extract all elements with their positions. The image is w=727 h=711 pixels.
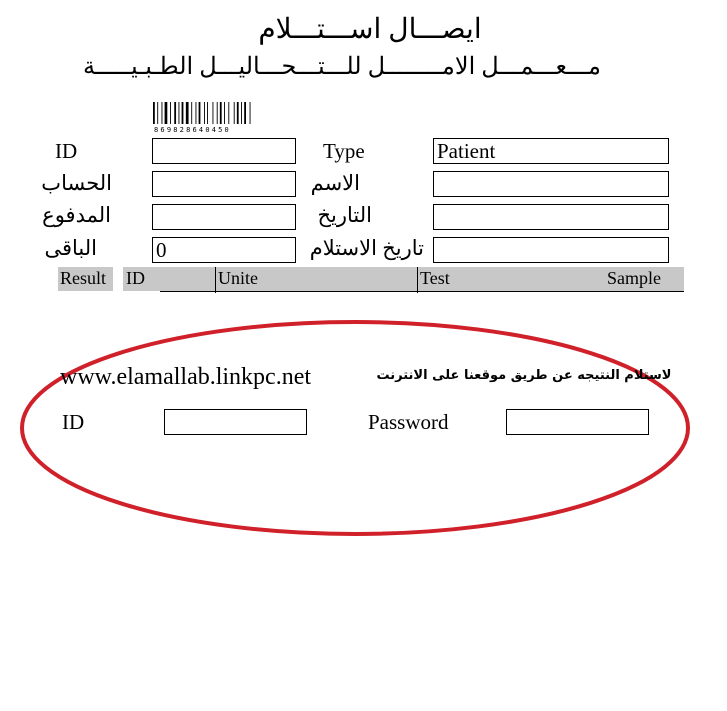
login-id-label: ID	[62, 410, 85, 434]
password-label: Password	[368, 410, 449, 434]
type-field[interactable]: Patient	[433, 138, 669, 164]
col-id: ID	[126, 268, 145, 288]
col-result: Result	[60, 268, 107, 288]
remaining-label: الباقى	[44, 236, 97, 260]
name-field[interactable]	[433, 171, 669, 197]
remaining-field[interactable]: 0	[152, 237, 296, 263]
col-divider	[215, 267, 216, 293]
lab-name: مـــعـــمـــل الامــــــــل للـــتـــحـــاليـــل الطـبـيـــــة	[82, 54, 602, 80]
date-label: التاريخ	[317, 203, 372, 227]
website-url[interactable]: www.elamallab.linkpc.net	[60, 364, 312, 390]
name-label: الاسم	[310, 171, 360, 195]
barcode-digits: 869828640450	[154, 126, 231, 134]
id-field[interactable]	[152, 138, 296, 164]
account-field[interactable]	[152, 171, 296, 197]
paid-field[interactable]	[152, 204, 296, 230]
date-field[interactable]	[433, 204, 669, 230]
password-field[interactable]	[506, 409, 649, 435]
login-id-field[interactable]	[164, 409, 307, 435]
col-divider	[417, 267, 418, 293]
receive-date-field[interactable]	[433, 237, 669, 263]
type-label: Type	[323, 139, 365, 163]
paid-label: المدفوع	[42, 203, 111, 227]
receipt-title: ايصـــال اســـتـــلام	[258, 14, 482, 45]
col-unite: Unite	[218, 268, 258, 288]
col-test: Test	[420, 268, 450, 288]
table-header-bg	[123, 267, 684, 291]
header-underline	[160, 291, 684, 292]
id-label: ID	[55, 139, 78, 163]
account-label: الحساب	[41, 171, 112, 195]
col-sample: Sample	[607, 268, 661, 288]
receive-date-label: تاريخ الاستلام	[309, 236, 424, 260]
online-results-note: لاستلام النتيجه عن طريق موقعنا على الانترنت	[376, 368, 672, 383]
